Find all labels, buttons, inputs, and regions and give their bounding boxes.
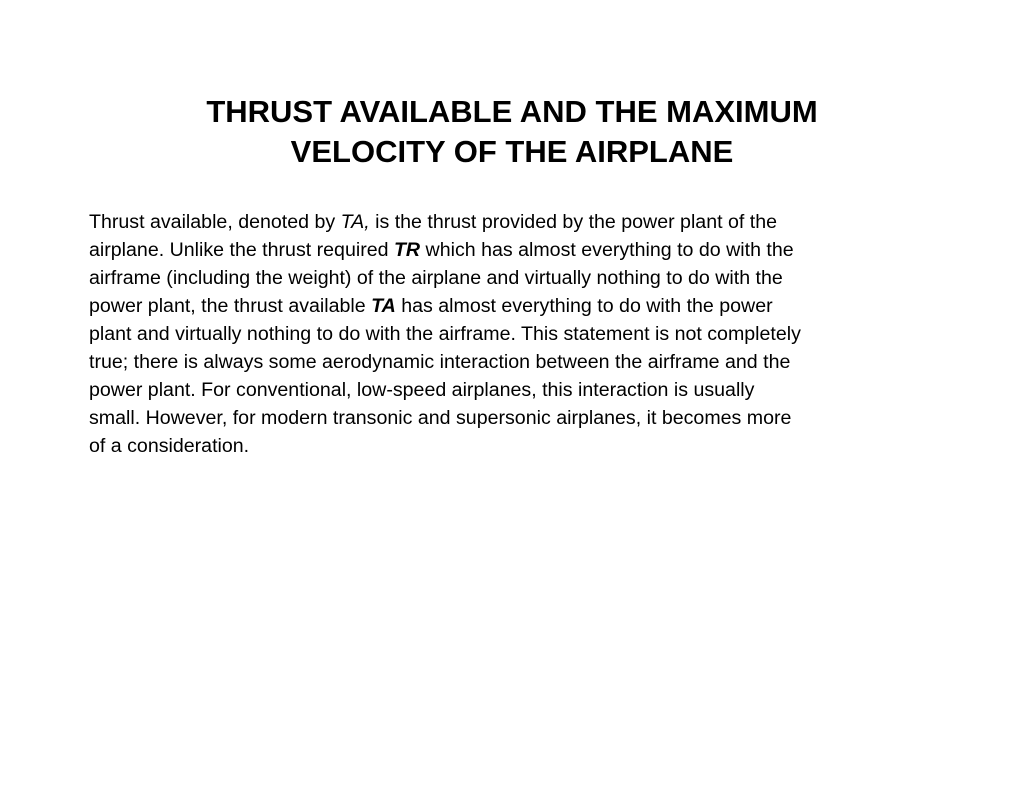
paragraph-line (89, 208, 949, 236)
title-line-1: THRUST AVAILABLE AND THE MAXIMUM (206, 94, 818, 129)
paragraph-line: power plant. For conventional, low-speed airplanes, this interaction is usually (89, 379, 755, 401)
paragraph-line: true; there is always some aerodynamic interaction between the airframe and the (89, 351, 791, 373)
title-line-2: VELOCITY OF THE AIRPLANE (290, 134, 734, 169)
term-ta-bold-italic: TA (371, 295, 396, 317)
text-run: airplane. Unlike the thrust required (89, 239, 394, 261)
paragraph-line (89, 236, 949, 264)
paragraph-line: airframe (including the weight) of the airplane and virtually nothing to do with the (89, 267, 783, 289)
term-ta-italic: TA, (340, 211, 370, 233)
term-tr-bold-italic: TR (393, 239, 421, 261)
text-run: has almost everything to do with the power (395, 295, 773, 317)
paragraph-line (89, 292, 949, 320)
paragraph-line: small. However, for modern transonic and supersonic airplanes, it becomes more (89, 407, 792, 429)
paragraph-line: of a consideration. (89, 435, 250, 457)
text-run: which has almost everything to do with the (420, 239, 794, 261)
body-paragraph (89, 208, 949, 460)
page-title (0, 92, 1024, 172)
text-run: Thrust available, denoted by (89, 211, 341, 233)
paragraph-line: plant and virtually nothing to do with the airframe. This statement is not completely (89, 323, 801, 345)
text-run: is the thrust provided by the power plant of the (369, 211, 778, 233)
text-run: power plant, the thrust available (89, 295, 372, 317)
